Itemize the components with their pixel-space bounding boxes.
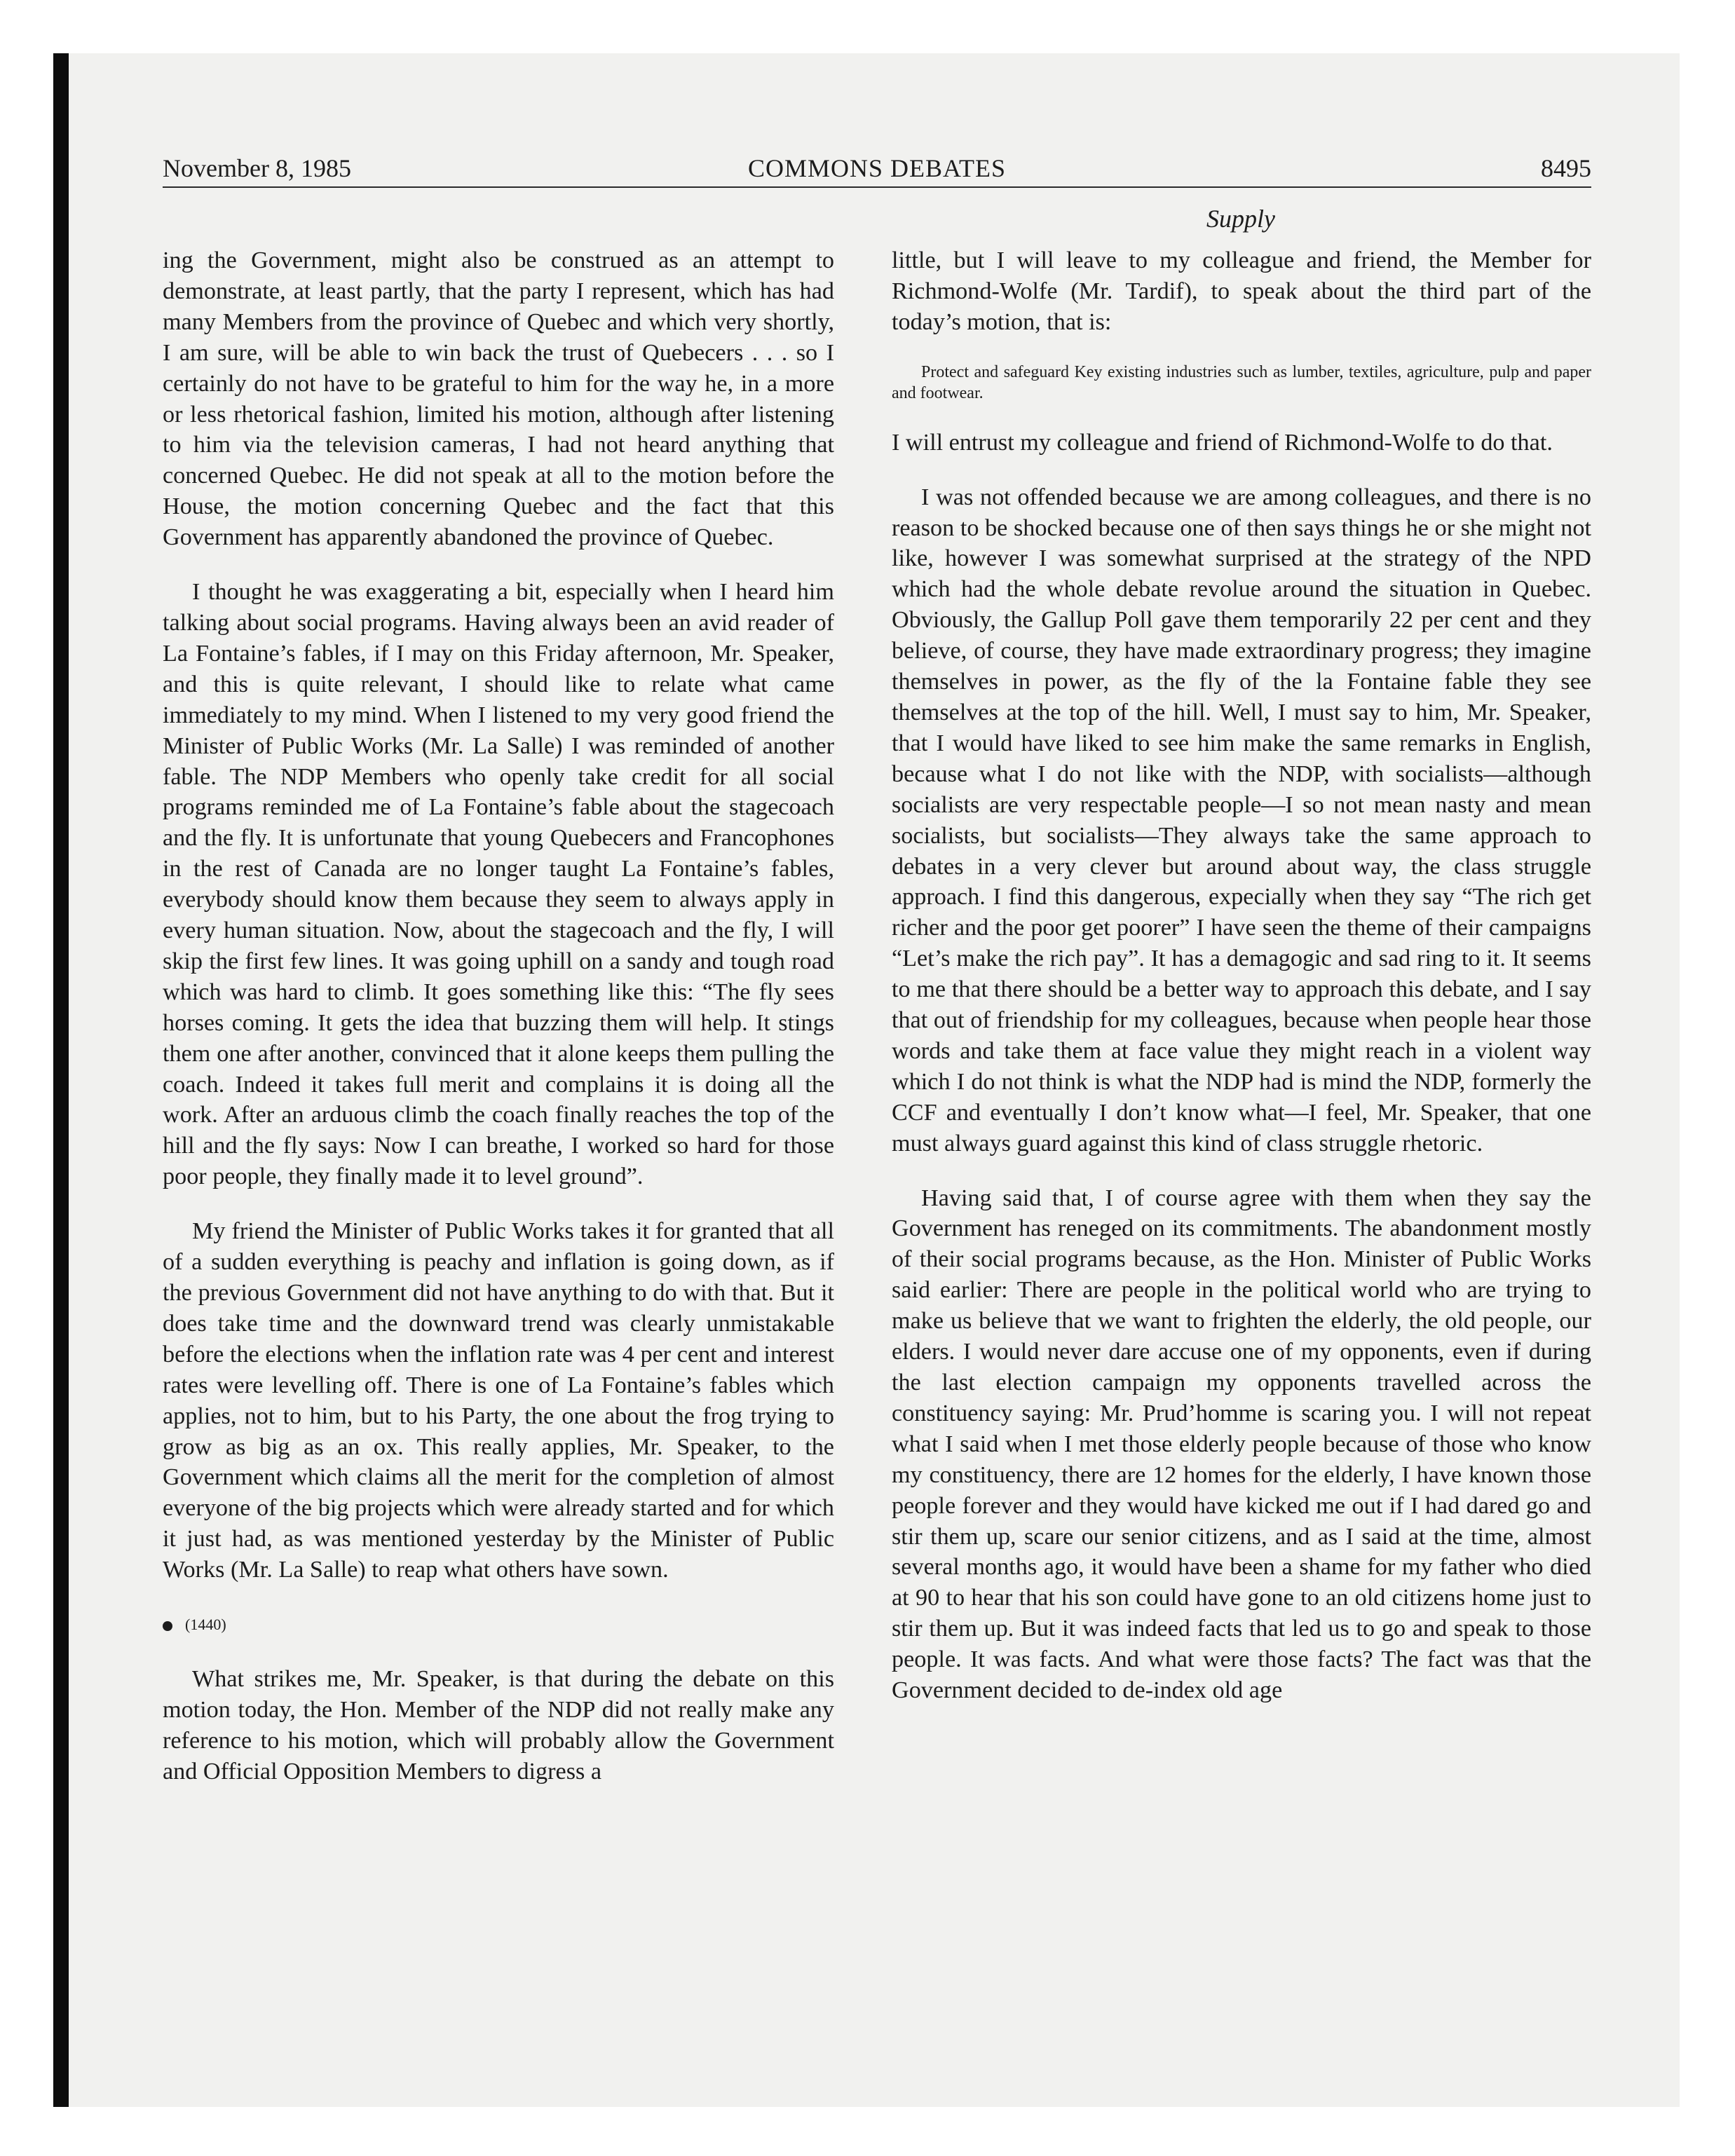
paragraph: ing the Government, might also be construed as an attempt to demonstrate, at least partly, that the party I represent, which has had many Members from the province of Quebec and which very shortly, I am sure, will be able to win back the trust of Quebecers . . . so I certainly do not have to be grateful to him for the way he, in a more or less rhetorical fashion, limited his motion, although after listening to him via the television cameras, I had not heard anything that concerned Quebec. He did not speak at all to the motion before the House, the motion concerning Quebec and the fact that this Government has apparently abandoned the province of Quebec.: [163, 247, 834, 551]
header-page-number: 8495: [1541, 154, 1591, 182]
scan-border: [53, 53, 69, 2107]
bullet-icon: [163, 1621, 172, 1631]
header-publication: COMMONS DEBATES: [747, 154, 1007, 182]
paragraph: I was not offended because we are among colleagues, and there is no reason to be shocked because one of then says things he or she might not like, however I was somewhat surprised at the strategy of the NPD which had the whole debate revolue around the situation in Quebec. Obviously, the Gallup Poll gave them temporarily 22 per cent and they believe, of course, they have made extraordinary progress; they imagine themselves in power, as the fly of the la Fontaine fable they see themselves at the top of the hill. Well, I must say to him, Mr. Speaker, that I would have liked to see him make the same remarks in English, because what I do not like with the NDP, with socialists—although socialists are very respectable people—I so not mean nasty and mean socialists, but socialists—They always take the same approach to debates in a very clever but around about way, the class struggle approach. I find this dangerous, expecially when they say “The rich get richer and the poor get poorer” I have seen the theme of their campaigns “Let’s make the rich pay”. It has a demagogic and sad ring to it. It seems to me that there should be a better way to approach this debate, and I say that out of friendship for my colleagues, because when people hear those words and take them at face value they might reach in a violent way which I do not think is what the NDP had is mind the NDP, formerly the CCF and eventually I don’t know what—I feel, Mr. Speaker, that one must always guard against this kind of class struggle rhetoric.: [892, 484, 1591, 1157]
section-title: Supply: [1206, 205, 1275, 233]
paragraph: I thought he was exaggerating a bit, especially when I heard him talking about social programs. Having always been an avid reader of La Fontaine’s fables, if I may on this Friday afternoon, Mr. Speaker, and this is quite relevant, I should like to relate what came immediately to my mind. When I listened to my very good friend the Minister of Public Works (Mr. La Salle) I was reminded of another fable. The NDP Members who openly take credit for all social programs reminded me of La Fontaine’s fable about the stagecoach and the fly. It is unfortunate that young Quebecers and Francophones in the rest of Canada are no longer taught La Fontaine’s fables, everybody should know them because they seem to always apply in every human situation. Now, about the stagecoach and the fly, I will skip the first few lines. It was going uphill on a sandy and tough road which was hard to climb. It goes something like this: “The fly sees horses coming. It gets the idea that buzzing them will help. It stings them one after another, convinced that it alone keeps them pulling the coach. Indeed it takes full merit and complains it is doing all the work. After an arduous climb the coach finally reaches the top of the hill and the fly says: Now I can breathe, I worked so hard for those poor people, they finally made it to level ground”.: [163, 579, 834, 1190]
running-header: [163, 150, 1591, 186]
paragraph: What strikes me, Mr. Speaker, is that during the debate on this motion today, the Hon. Member of the NDP did not really make any reference to his motion, which will probably allow the Government and Official Opposition Members to digress a: [163, 1666, 834, 1785]
time-marker: [163, 1609, 834, 1640]
paragraph: I will entrust my colleague and friend of Richmond-Wolfe to do that.: [892, 429, 1553, 456]
right-column: [892, 245, 1591, 1730]
left-column: [163, 245, 834, 1811]
block-quote: Protect and safeguard Key existing industries such as lumber, textiles, agriculture, pulp and paper and footwear.: [892, 362, 1591, 402]
paragraph: little, but I will leave to my colleague and friend, the Member for Richmond-Wolfe (Mr. Tardif), to speak about the third part of the today’s motion, that is:: [892, 247, 1591, 335]
time-marker-label: (1440): [185, 1616, 226, 1634]
header-rule: [163, 186, 1591, 188]
paragraph: Having said that, I of course agree with them when they say the Government has reneged on its commitments. The abandonment mostly of their social programs because, as the Hon. Minister of Public Works said earlier: There are people in the political world who are trying to make us believe that we want to frighten the elderly, the old people, our elders. I would never dare accuse one of my opponents, even if during the last election campaign my opponents travelled across the constituency saying: Mr. Prud’homme is scaring you. I will not repeat what I said when I met those elderly people because of those who know my constituency, there are 12 homes for the elderly, I have known those people forever and they would have kicked me out if I had dared go and stir them up, scare our senior citizens, and as I said at the time, almost several months ago, it would have been a shame for my father who died at 90 to hear that his son could have gone to an old citizens home just to stir them up. But it was indeed facts that led us to go and speak to those people. It was facts. And what were those facts? The fact was that the Government decided to de-index old age: [892, 1185, 1591, 1704]
header-date: November 8, 1985: [163, 154, 351, 182]
paragraph: My friend the Minister of Public Works takes it for granted that all of a sudden everything is peachy and inflation is going down, as if the previous Government did not have anything to do with that. But it does take time and the downward trend was clearly unmistakable before the elections when the inflation rate was 4 per cent and interest rates were levelling off. There is one of La Fontaine’s fables which applies, not to him, but to his Party, the one about the frog trying to grow as big as an ox. This really applies, Mr. Speaker, to the Government which claims all the merit for the completion of almost everyone of the big projects which were already started and for which it just had, as was mentioned yesterday by the Minister of Public Works (Mr. La Salle) to reap what others have sown.: [163, 1218, 834, 1583]
